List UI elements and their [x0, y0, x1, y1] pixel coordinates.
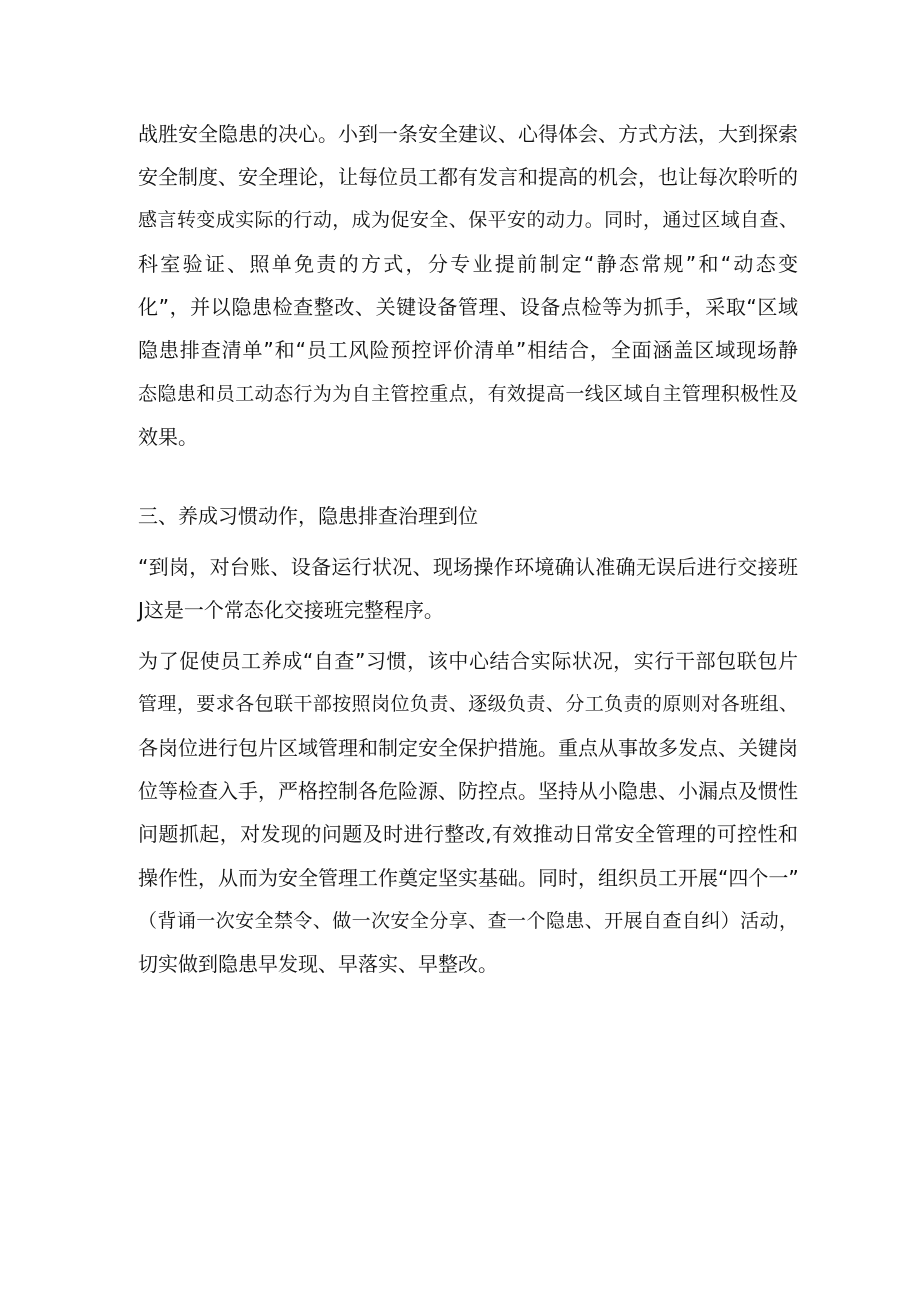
paragraph-line: 各岗位进行包片区域管理和制定安全保护措施。重点从事故多发点、关键岗 — [138, 736, 798, 760]
paragraph-line: “到岗，对台账、设备运行状况、现场操作环境确认准确无误后进行交接班 — [138, 555, 798, 579]
paragraph-line: 为了促使员工养成“自查”习惯，该中心结合实际状况，实行干部包联包片 — [138, 649, 798, 673]
paragraph-line: 问题抓起，对发现的问题及时进行整改,有效推动日常安全管理的可控性和 — [138, 822, 798, 846]
paragraph-line: 态隐患和员工动态行为为自主管控重点，有效提高一线区域自主管理积极性及 — [138, 383, 798, 405]
paragraph-line: 位等检查入手，严格控制各危险源、防控点。坚持从小隐患、小漏点及惯性 — [138, 779, 798, 803]
paragraph-line: 安全制度、安全理论，让每位员工都有发言和提高的机会，也让每次聆听的 — [138, 165, 798, 189]
paragraph-line: J这是一个常态化交接班完整程序。 — [138, 598, 444, 622]
paragraph-line: （背诵一次安全禁令、做一次安全分享、查一个隐患、开展自查自纠）活动， — [138, 910, 798, 932]
paragraph-line: 战胜安全隐患的决心。小到一条安全建议、心得体会、方式方法，大到探索 — [138, 122, 798, 146]
paragraph-line: 隐患排查清单”和“员工风险预控评价清单”相结合，全面涵盖区域现场静 — [138, 338, 798, 362]
paragraph-line: 管理，要求各包联干部按照岗位负责、逐级负责、分工负责的原则对各班组、 — [138, 693, 798, 715]
section-heading: 三、养成习惯动作，隐患排查治理到位 — [138, 504, 478, 528]
paragraph-line: 操作性，从而为安全管理工作奠定坚实基础。同时，组织员工开展“四个一” — [138, 866, 799, 890]
paragraph-line: 科室验证、照单免责的方式，分专业提前制定“静态常规”和“动态变 — [138, 252, 798, 276]
paragraph-line: 化”，并以隐患检查整改、关键设备管理、设备点检等为抓手，采取“区域 — [138, 295, 798, 319]
paragraph-line: 切实做到隐患早发现、早落实、早整改。 — [138, 952, 498, 976]
paragraph-line: 感言转变成实际的行动，成为促安全、保平安的动力。同时，通过区域自查、 — [138, 209, 798, 231]
paragraph-line: 效果。 — [138, 425, 198, 449]
